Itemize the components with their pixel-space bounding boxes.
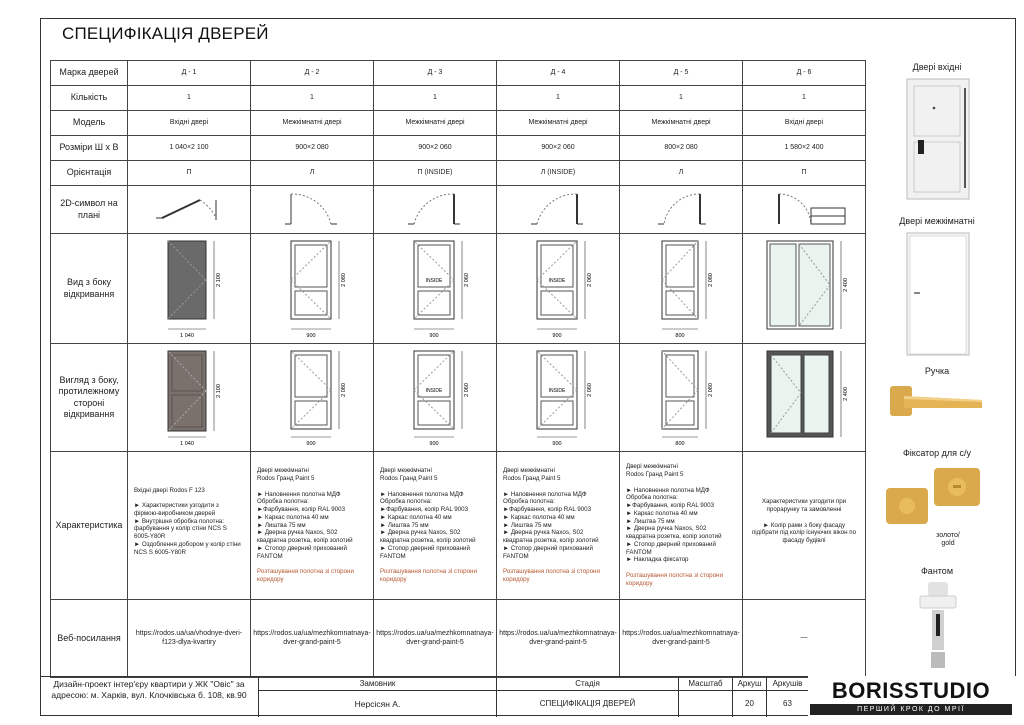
web-link[interactable]: https://rodos.ua/ua/mezhkomnatnaya-dver-grand-paint-5 (620, 600, 743, 678)
height-dim: 2 060 (587, 272, 593, 287)
front-view-cell (251, 234, 374, 344)
cell-qty: 1 (251, 86, 374, 111)
inside-label: INSIDE (548, 277, 566, 284)
height-dim: 2 060 (464, 382, 470, 397)
width-dim: 900 (429, 440, 439, 447)
row-label-symbol: 2D-символ на плані (51, 186, 128, 234)
back-view-cell (497, 344, 620, 452)
front-view-cell (128, 234, 251, 344)
sheets-heading: Аркушів (767, 677, 808, 691)
entry-door-back-icon (130, 345, 248, 447)
cell-orientation: Л (INSIDE) (497, 161, 620, 186)
client-name: Нерсісян А. (354, 699, 401, 709)
description-cell (128, 452, 251, 600)
back-view-cell (620, 344, 743, 452)
width-dim: 900 (552, 332, 562, 339)
interior-door-back-icon (376, 345, 494, 447)
height-dim: 2 080 (341, 382, 347, 397)
row-description (51, 452, 866, 600)
description-cell (497, 452, 620, 600)
interior-door-front-icon (253, 235, 371, 339)
row-qty (51, 86, 866, 111)
cell-model: Вхідні двері (743, 111, 866, 136)
inside-label: INSIDE (425, 277, 443, 284)
cell-orientation: П (128, 161, 251, 186)
web-link: — (743, 600, 866, 678)
entry-door-front-icon (130, 235, 248, 339)
door-plan-symbol-icon (134, 188, 244, 228)
front-view-cell (620, 234, 743, 344)
row-mark (51, 61, 866, 86)
inside-label: INSIDE (425, 387, 443, 394)
width-dim: 800 (675, 332, 685, 339)
width-dim: 800 (675, 440, 685, 447)
back-view-cell (251, 344, 374, 452)
cell-mark: Д - 6 (743, 61, 866, 86)
web-link[interactable]: https://rodos.ua/ua/mezhkomnatnaya-dver-grand-paint-5 (374, 600, 497, 678)
brand-name: BORISSTUDIO (831, 678, 991, 703)
cell-size: 900×2 060 (497, 136, 620, 161)
placement-note: Розташування полотна зі сторони коридору (626, 572, 723, 587)
height-dim: 2 400 (843, 277, 849, 292)
plan-symbol (620, 186, 743, 234)
cell-orientation: П (743, 161, 866, 186)
cell-mark: Д - 3 (374, 61, 497, 86)
back-view-cell (374, 344, 497, 452)
row-label-front: Вид з боку відкривання (51, 234, 128, 344)
row-size (51, 136, 866, 161)
plan-symbol (743, 186, 866, 234)
stage-value: СПЕЦИФІКАЦІЯ ДВЕРЕЙ (539, 699, 636, 708)
description-text: Характеристики узгодити при прорарунку та замовленні ► Колір рами з боку фасаду підібрати під колір існуючих вікон по фасаду будівлі (751, 498, 857, 544)
description-text: Вхідні двері Rodos F 123 ► Характеристики узгодити з фірмою-виробником дверей ► Внутрішня обробка полотна: фарбування у колір стіни NCS S 6005-Y80R ► Оздоблення добором у колір стіни NCS S 6005-Y80R (134, 486, 241, 556)
height-dim: 2 080 (708, 272, 714, 287)
cell-model: Межкімнатні двері (497, 111, 620, 136)
sheet-block (732, 677, 766, 717)
cell-qty: 1 (374, 86, 497, 111)
door-handle-icon (884, 378, 990, 424)
cell-size: 800×2 080 (620, 136, 743, 161)
interior-door-back-icon (253, 345, 371, 447)
cell-orientation: Л (251, 161, 374, 186)
description-text: Двері межкімнатні Rodos Гранд Paint 5 ► Наповнення полотна МДФ Обробка полотна: ►Фарбування, колір RAL 9003 ► Каркас полотна 40 мм ► Лиштва 75 мм ► Дверна ручка Naxos, S02 квадратна розетка, колір золотий ► Стопор дверний прихований FANTOM (380, 467, 476, 560)
cell-orientation: П (INSIDE) (374, 161, 497, 186)
description-text: Двері межкімнатні Rodos Гранд Paint 5 ► Наповнення полотна МДФ Обробка полотна: ►Фарбування, колір RAL 9003 ► Каркас полотна 40 мм ► Лиштва 75 мм ► Дверна ручка Naxos, S02 квадратна розетка, колір золотий ► Стопор дверний прихований FANTOM (503, 467, 599, 560)
lock-heading: Фіксатор для с/у (902, 448, 972, 458)
cell-qty: 1 (497, 86, 620, 111)
front-view-cell (497, 234, 620, 344)
cell-mark: Д - 2 (251, 61, 374, 86)
row-label-back: Вигляд з боку, протилежному стороні відкривання (51, 344, 128, 452)
height-dim: 2 080 (341, 272, 347, 287)
cell-mark: Д - 5 (620, 61, 743, 86)
page-title: СПЕЦИФІКАЦІЯ ДВЕРЕЙ (62, 24, 269, 43)
client-block (258, 677, 496, 717)
row-orientation (51, 161, 866, 186)
placement-note: Розташування полотна зі сторони коридору (257, 568, 354, 583)
row-model (51, 111, 866, 136)
row-web (51, 600, 866, 678)
stage-heading: Стадія (497, 677, 678, 691)
description-text: Двері межкімнатні Rodos Гранд Paint 5 ► Наповнення полотна МДФ Обробка полотна: ►Фарбування, колір RAL 9003 ► Каркас полотна 40 мм ► Лиштва 75 мм ► Дверна ручка Naxos, S02 квадратна розетка, колір золотий ► Стопор дверний прихований FANTOM (257, 467, 353, 560)
sheets-block (766, 677, 808, 717)
height-dim: 2 100 (216, 272, 222, 287)
cell-model: Межкімнатні двері (374, 111, 497, 136)
brand-slogan: ПЕРШИЙ КРОК ДО МРІЇ (810, 704, 1012, 715)
interior-door-heading: Двері межкімнатні (899, 216, 975, 226)
width-dim: 1 040 (180, 332, 194, 339)
interior-door-photo-icon (906, 232, 970, 356)
placement-note: Розташування полотна зі сторони коридору (380, 568, 477, 583)
row-label-mark: Марка дверей (51, 61, 128, 86)
cell-size: 900×2 080 (251, 136, 374, 161)
cell-model: Вхідні двері (128, 111, 251, 136)
row-label-web: Веб-посилання (51, 600, 128, 678)
width-dim: 900 (429, 332, 439, 339)
height-dim: 2 400 (843, 386, 849, 401)
door-plan-symbol-icon (380, 188, 490, 228)
row-label-model: Модель (51, 111, 128, 136)
height-dim: 2 100 (216, 383, 222, 398)
project-name: Дизайн-проект інтер'єру квартири у ЖК "Овіс" за адресою: м. Харків, вул. Клочківська б. 108, кв.90 (51, 679, 247, 700)
cell-model: Межкімнатні двері (251, 111, 374, 136)
row-label-qty: Кількість (51, 86, 128, 111)
front-view-cell (743, 234, 866, 344)
plan-symbol (251, 186, 374, 234)
row-label-size: Розміри Ш х В (51, 136, 128, 161)
cell-mark: Д - 1 (128, 61, 251, 86)
plan-symbol (128, 186, 251, 234)
placement-note: Розташування полотна зі сторони коридору (503, 568, 600, 583)
width-dim: 900 (306, 332, 316, 339)
cell-qty: 1 (620, 86, 743, 111)
interior-door-back-icon (622, 345, 740, 447)
client-heading: Замовник (259, 677, 496, 691)
sheet-number: 20 (745, 699, 754, 708)
row-front-view (51, 234, 866, 344)
back-view-cell (743, 344, 866, 452)
plan-symbol (497, 186, 620, 234)
height-dim: 2 060 (587, 382, 593, 397)
front-view-cell (374, 234, 497, 344)
description-cell (743, 452, 866, 600)
height-dim: 2 080 (708, 382, 714, 397)
door-plan-symbol-icon (749, 188, 859, 228)
brand-logo (808, 676, 1016, 716)
interior-door-front-icon (499, 235, 617, 339)
width-dim: 900 (552, 440, 562, 447)
web-link[interactable]: https://rodos.ua/ua/mezhkomnatnaya-dver-grand-paint-5 (497, 600, 620, 678)
web-link[interactable]: https://rodos.ua/ua/mezhkomnatnaya-dver-grand-paint-5 (251, 600, 374, 678)
cell-mark: Д - 4 (497, 61, 620, 86)
cell-size: 900×2 060 (374, 136, 497, 161)
bathroom-lock-icon (882, 462, 992, 534)
row-symbol (51, 186, 866, 234)
width-dim: 1 040 (180, 440, 194, 447)
row-label-desc: Характеристика (51, 452, 128, 600)
plan-symbol (374, 186, 497, 234)
description-cell (374, 452, 497, 600)
sheet-heading: Аркуш (733, 677, 766, 691)
door-plan-symbol-icon (626, 188, 736, 228)
height-dim: 2 060 (464, 272, 470, 287)
scale-heading: Масштаб (679, 677, 732, 691)
handle-heading: Ручка (924, 366, 950, 376)
entry-door-photo-icon (906, 78, 970, 200)
door-stopper-icon (912, 580, 964, 672)
fantom-heading: Фантом (920, 566, 954, 576)
back-view-cell (128, 344, 251, 452)
spec-table (50, 60, 866, 678)
inside-label: INSIDE (548, 387, 566, 394)
stage-block (496, 677, 678, 717)
scale-block (678, 677, 732, 717)
cell-size: 1 580×2 400 (743, 136, 866, 161)
row-label-orientation: Орієнтація (51, 161, 128, 186)
glass-door-back-icon (745, 345, 863, 447)
entry-door-heading: Двері вхідні (912, 62, 962, 72)
sheets-total: 63 (783, 699, 792, 708)
interior-door-front-icon (376, 235, 494, 339)
row-back-view (51, 344, 866, 452)
lock-finish-note: золото/ gold (936, 532, 960, 548)
description-cell (620, 452, 743, 600)
interior-door-back-icon (499, 345, 617, 447)
width-dim: 900 (306, 440, 316, 447)
glass-door-front-icon (745, 235, 863, 339)
description-cell (251, 452, 374, 600)
cell-qty: 1 (743, 86, 866, 111)
cell-qty: 1 (128, 86, 251, 111)
description-text: Двері межкімнатні Rodos Гранд Paint 5 ► Наповнення полотна МДФ Обробка полотна: ►Фарбування, колір RAL 9003 ► Каркас полотна 40 мм ► Лиштва 75 мм ► Дверна ручка Naxos, S02 квадратна розетка, колір золотий ► Стопор дверний прихований FANTOM ► Накладка фіксатор (626, 463, 722, 564)
interior-door-front-icon (622, 235, 740, 339)
door-plan-symbol-icon (257, 188, 367, 228)
cell-orientation: Л (620, 161, 743, 186)
door-plan-symbol-icon (503, 188, 613, 228)
cell-model: Межкімнатні двері (620, 111, 743, 136)
cell-size: 1 040×2 100 (128, 136, 251, 161)
web-link[interactable]: https://rodos.ua/ua/vhodnye-dveri-f123-dlya-kvartiry (128, 600, 251, 678)
